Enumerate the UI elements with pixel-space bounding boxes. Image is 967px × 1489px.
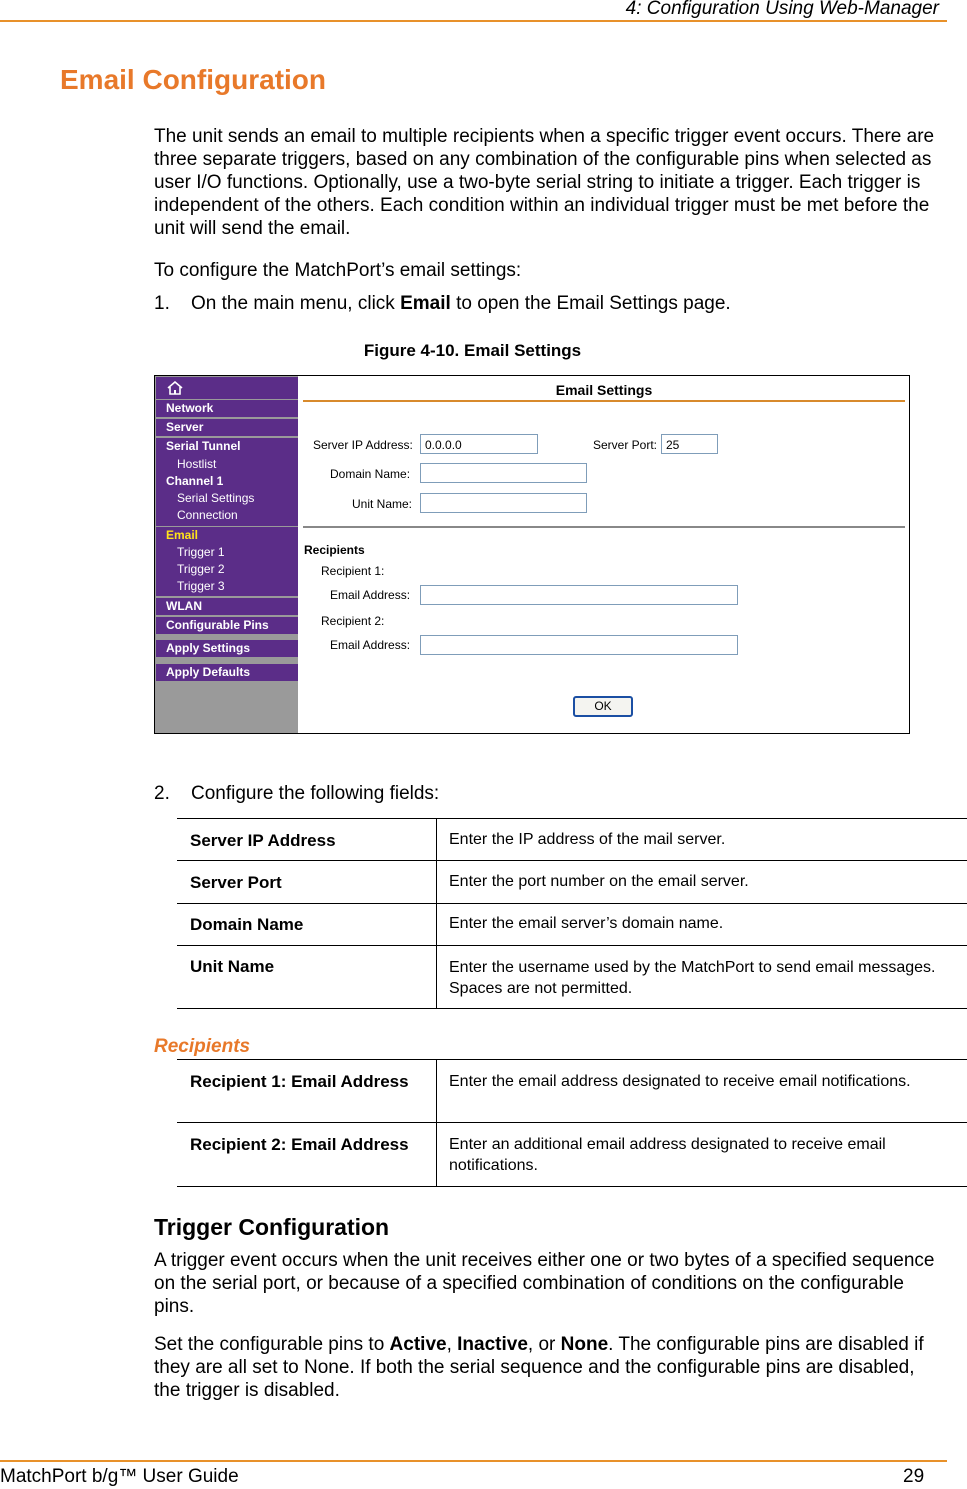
- trigger-section-title: Trigger Configuration: [154, 1214, 390, 1240]
- recipients-heading: Recipients: [304, 543, 365, 557]
- unit-name-input[interactable]: [420, 493, 587, 513]
- section-divider: [303, 526, 905, 528]
- nav-hostlist[interactable]: Hostlist: [177, 457, 217, 471]
- recipient-2-label: Recipient 2:: [321, 614, 385, 628]
- header-rule: [0, 20, 947, 22]
- nav-server[interactable]: Server: [156, 419, 298, 436]
- recipient-2-email-label: Email Address:: [330, 638, 411, 652]
- footer-title: MatchPort b/g™ User Guide: [0, 1466, 239, 1487]
- trigger-paragraph-2: Set the configurable pins to Active, Inactive, or None. The configurable pins are disabled if they are all set to None. If both the serial sequence and the configurable pins are disabled, the trigger is disabled.: [154, 1334, 924, 1401]
- nav-serial-tunnel[interactable]: Serial Tunnel: [156, 438, 298, 526]
- trigger-paragraph-1: A trigger event occurs when the unit receives either one or two bytes of a specified sequence on the serial port, or because of a specified combination of conditions on the configurable pins.: [154, 1250, 935, 1317]
- recipients-subheading: Recipients: [154, 1036, 251, 1057]
- nav-serial-settings[interactable]: Serial Settings: [177, 491, 255, 505]
- table-row: Server Port Enter the port number on the email server.: [177, 861, 967, 904]
- unit-name-label: Unit Name:: [352, 497, 413, 511]
- recipient-1-label: Recipient 1:: [321, 564, 385, 578]
- server-port-input[interactable]: 25: [661, 434, 718, 454]
- server-ip-input[interactable]: 0.0.0.0: [420, 434, 538, 454]
- section-title: Email Configuration: [60, 64, 326, 95]
- nav-channel-1[interactable]: Channel 1: [166, 474, 224, 488]
- nav-configurable-pins[interactable]: Configurable Pins: [156, 617, 298, 634]
- domain-name-input[interactable]: [420, 463, 587, 483]
- intro-instruction: To configure the MatchPort’s email settings:: [154, 260, 522, 281]
- recipient-1-email-input[interactable]: [420, 585, 738, 605]
- server-port-label: Server Port:: [593, 438, 658, 452]
- nav-trigger-2[interactable]: Trigger 2: [177, 562, 225, 576]
- nav-menu: [155, 376, 298, 733]
- nav-connection[interactable]: Connection: [177, 508, 238, 522]
- nav-apply-settings[interactable]: Apply Settings: [156, 640, 298, 657]
- nav-apply-defaults[interactable]: Apply Defaults: [156, 664, 298, 681]
- domain-name-label: Domain Name:: [330, 467, 411, 481]
- recipient-1-email-label: Email Address:: [330, 588, 411, 602]
- footer-rule: [0, 1460, 947, 1462]
- nav-trigger-3[interactable]: Trigger 3: [177, 579, 225, 593]
- settings-page-title: Email Settings: [555, 382, 653, 398]
- title-rule: [303, 400, 905, 402]
- recipient-2-email-input[interactable]: [420, 635, 738, 655]
- running-header: 4: Configuration Using Web-Manager: [625, 0, 939, 19]
- table-row: Server IP Address Enter the IP address of the mail server.: [177, 819, 967, 861]
- intro-paragraph: The unit sends an email to multiple recipients when a specific trigger event occurs. There are three separate triggers, based on any combination of the configurable pins when selected as user I/O functions. Optionally, use a two-byte serial string to initiate a trigger. Each trigger is independent of the others. Each condition within an individual trigger must be met before the unit will send the email.: [154, 126, 935, 239]
- home-icon[interactable]: [167, 381, 183, 395]
- settings-panel: [299, 376, 909, 733]
- recipients-table: [177, 1059, 967, 1187]
- table-row: Recipient 1: Email Address Enter the email address designated to receive email notifications.: [177, 1060, 967, 1123]
- nav-wlan[interactable]: WLAN: [156, 598, 298, 615]
- nav-trigger-1[interactable]: Trigger 1: [177, 545, 225, 559]
- nav-network[interactable]: Network: [156, 400, 298, 417]
- table-row: Recipient 2: Email Address Enter an additional email address designated to receive email notifications.: [177, 1123, 967, 1187]
- fields-table: [177, 818, 967, 1009]
- figure-caption: Figure 4-10. Email Settings: [363, 341, 582, 360]
- table-row: Domain Name Enter the email server’s domain name.: [177, 904, 967, 946]
- nav-email[interactable]: Email: [166, 528, 199, 542]
- table-row: Unit Name Enter the username used by the MatchPort to send email messages. Spaces are not permitted.: [177, 946, 967, 1009]
- email-settings-screenshot: [154, 375, 910, 734]
- ok-button[interactable]: OK: [573, 696, 633, 717]
- server-ip-label: Server IP Address:: [313, 438, 413, 452]
- page-number: 29: [903, 1466, 925, 1487]
